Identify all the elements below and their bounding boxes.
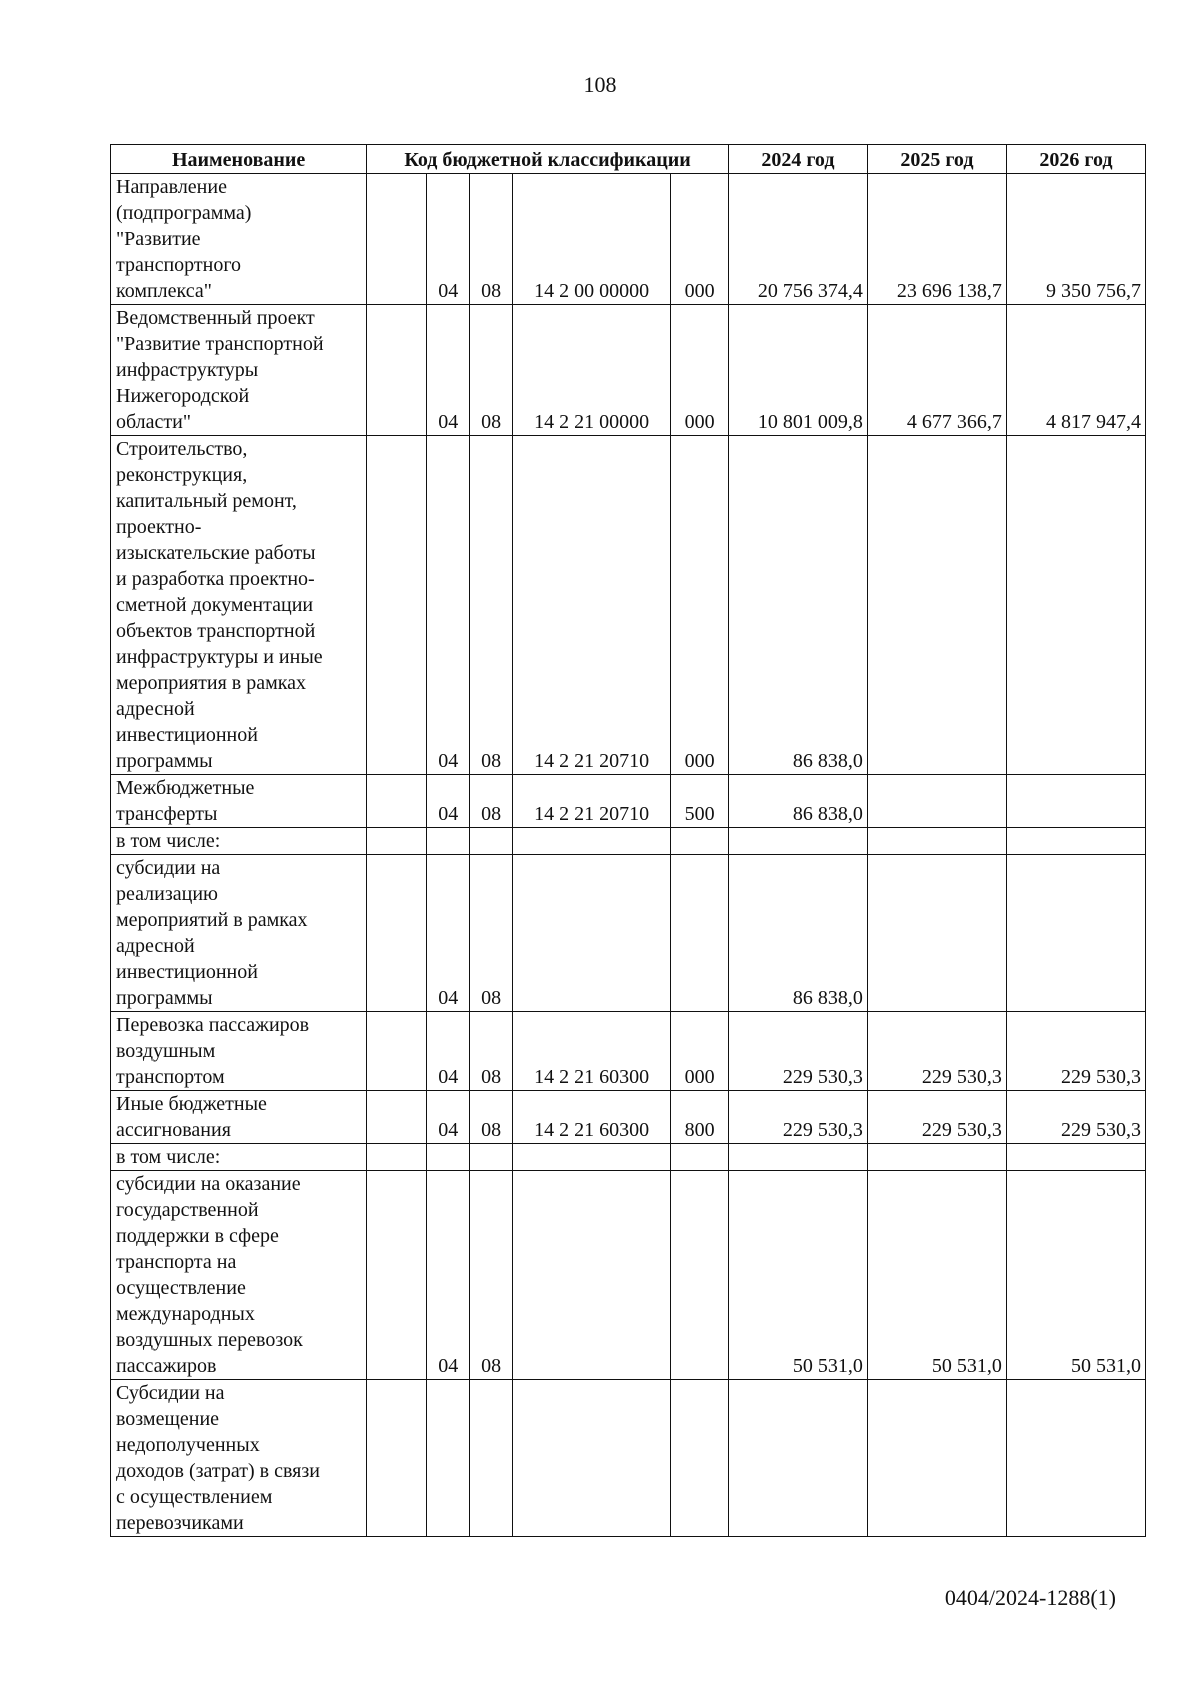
- cell-section: 04: [427, 305, 470, 436]
- cell-amount-2026: 229 530,3: [1006, 1012, 1145, 1091]
- cell-amount-2025: [867, 436, 1006, 775]
- cell-name: Иные бюджетные ассигнования: [111, 1091, 367, 1144]
- cell-amount-2025: 23 696 138,7: [867, 174, 1006, 305]
- cell-subsection: 08: [470, 1171, 512, 1380]
- cell-amount-2026: 229 530,3: [1006, 1091, 1145, 1144]
- cell-target-article: [512, 1171, 671, 1380]
- cell-amount-2025: [867, 775, 1006, 828]
- cell-section: 04: [427, 1012, 470, 1091]
- cell-expense-type: [671, 855, 729, 1012]
- cell-amount-2026: 50 531,0: [1006, 1171, 1145, 1380]
- cell-subsection: 08: [470, 1091, 512, 1144]
- table-row: [111, 1380, 1146, 1537]
- cell-expense-type: 000: [671, 305, 729, 436]
- cell-name: субсидии на реализацию мероприятий в рамках адресной инвестиционной программы: [111, 855, 367, 1012]
- cell-code-part: [367, 855, 427, 1012]
- cell-subsection: [470, 828, 512, 855]
- cell-subsection: [470, 1380, 512, 1537]
- table-row: [111, 1171, 1146, 1380]
- footer-document-code: 0404/2024-1288(1): [944, 1585, 1116, 1610]
- cell-amount-2024: 50 531,0: [728, 1171, 867, 1380]
- cell-amount-2025: 229 530,3: [867, 1012, 1006, 1091]
- cell-code-part: [367, 1012, 427, 1091]
- cell-section: [427, 1380, 470, 1537]
- cell-code-part: [367, 1171, 427, 1380]
- cell-amount-2024: [728, 1144, 867, 1171]
- cell-target-article: 14 2 21 20710: [512, 775, 671, 828]
- cell-code-part: [367, 775, 427, 828]
- cell-code-part: [367, 305, 427, 436]
- cell-expense-type: [671, 1171, 729, 1380]
- cell-target-article: 14 2 21 60300: [512, 1091, 671, 1144]
- cell-amount-2026: [1006, 775, 1145, 828]
- cell-target-article: 14 2 21 60300: [512, 1012, 671, 1091]
- table-row: [111, 1091, 1146, 1144]
- cell-amount-2025: [867, 855, 1006, 1012]
- cell-target-article: [512, 828, 671, 855]
- cell-name: Перевозка пассажиров воздушным транспортом: [111, 1012, 367, 1091]
- cell-amount-2025: 229 530,3: [867, 1091, 1006, 1144]
- cell-amount-2024: [728, 828, 867, 855]
- cell-target-article: [512, 1144, 671, 1171]
- cell-target-article: 14 2 00 00000: [512, 174, 671, 305]
- cell-expense-type: [671, 1144, 729, 1171]
- cell-amount-2026: 9 350 756,7: [1006, 174, 1145, 305]
- cell-amount-2024: 86 838,0: [728, 775, 867, 828]
- cell-amount-2024: 86 838,0: [728, 436, 867, 775]
- cell-name: Направление (подпрограмма) "Развитие транспортного комплекса": [111, 174, 367, 305]
- cell-amount-2026: [1006, 1144, 1145, 1171]
- cell-amount-2024: 20 756 374,4: [728, 174, 867, 305]
- header-2026: 2026 год: [1006, 145, 1145, 174]
- cell-expense-type: 000: [671, 174, 729, 305]
- cell-section: 04: [427, 1171, 470, 1380]
- cell-target-article: 14 2 21 20710: [512, 436, 671, 775]
- cell-amount-2024: 229 530,3: [728, 1091, 867, 1144]
- cell-section: 04: [427, 1091, 470, 1144]
- cell-amount-2025: [867, 828, 1006, 855]
- cell-name: Субсидии на возмещение недополученных доходов (затрат) в связи с осуществлением перевозчиками: [111, 1380, 367, 1537]
- cell-amount-2025: 4 677 366,7: [867, 305, 1006, 436]
- cell-name: субсидии на оказание государственной поддержки в сфере транспорта на осуществление международных воздушных перевозок пассажиров: [111, 1171, 367, 1380]
- cell-amount-2024: [728, 1380, 867, 1537]
- header-name: Наименование: [111, 145, 367, 174]
- cell-subsection: 08: [470, 855, 512, 1012]
- cell-section: 04: [427, 775, 470, 828]
- cell-subsection: 08: [470, 1012, 512, 1091]
- cell-code-part: [367, 828, 427, 855]
- header-code: Код бюджетной классификации: [367, 145, 729, 174]
- table-row: [111, 775, 1146, 828]
- table-row: [111, 436, 1146, 775]
- table-row: [111, 828, 1146, 855]
- header-2025: 2025 год: [867, 145, 1006, 174]
- cell-section: 04: [427, 174, 470, 305]
- table-row: [111, 305, 1146, 436]
- page-number: 108: [583, 72, 617, 97]
- cell-target-article: 14 2 21 00000: [512, 305, 671, 436]
- budget-table: [110, 144, 1146, 1537]
- table-row: [111, 1144, 1146, 1171]
- table-row: [111, 855, 1146, 1012]
- cell-expense-type: 000: [671, 1012, 729, 1091]
- cell-code-part: [367, 436, 427, 775]
- cell-amount-2024: 229 530,3: [728, 1012, 867, 1091]
- table-header-row: [111, 145, 1146, 174]
- cell-subsection: 08: [470, 174, 512, 305]
- cell-section: [427, 1144, 470, 1171]
- cell-target-article: [512, 1380, 671, 1537]
- cell-target-article: [512, 855, 671, 1012]
- table-row: [111, 174, 1146, 305]
- cell-subsection: [470, 1144, 512, 1171]
- cell-amount-2025: 50 531,0: [867, 1171, 1006, 1380]
- table-row: [111, 1012, 1146, 1091]
- cell-amount-2024: 10 801 009,8: [728, 305, 867, 436]
- cell-expense-type: [671, 828, 729, 855]
- cell-code-part: [367, 1091, 427, 1144]
- cell-amount-2026: [1006, 436, 1145, 775]
- cell-code-part: [367, 1144, 427, 1171]
- header-2024: 2024 год: [728, 145, 867, 174]
- cell-section: [427, 828, 470, 855]
- cell-amount-2026: [1006, 1380, 1145, 1537]
- cell-amount-2026: 4 817 947,4: [1006, 305, 1145, 436]
- cell-name: Ведомственный проект "Развитие транспортной инфраструктуры Нижегородской области": [111, 305, 367, 436]
- cell-section: 04: [427, 855, 470, 1012]
- cell-name: Строительство, реконструкция, капитальный ремонт, проектно- изыскательские работы и разработка проектно- сметной документации объектов транспортной инфраструктуры и иные мероприятия в рамках адресной инвестиционной программы: [111, 436, 367, 775]
- cell-section: 04: [427, 436, 470, 775]
- cell-name: в том числе:: [111, 1144, 367, 1171]
- cell-amount-2025: [867, 1144, 1006, 1171]
- cell-code-part: [367, 1380, 427, 1537]
- cell-subsection: 08: [470, 436, 512, 775]
- cell-amount-2026: [1006, 855, 1145, 1012]
- cell-amount-2024: 86 838,0: [728, 855, 867, 1012]
- cell-expense-type: 500: [671, 775, 729, 828]
- cell-amount-2026: [1006, 828, 1145, 855]
- cell-expense-type: 800: [671, 1091, 729, 1144]
- cell-subsection: 08: [470, 305, 512, 436]
- cell-amount-2025: [867, 1380, 1006, 1537]
- cell-name: Межбюджетные трансферты: [111, 775, 367, 828]
- cell-code-part: [367, 174, 427, 305]
- table-body: [111, 174, 1146, 1537]
- cell-name: в том числе:: [111, 828, 367, 855]
- cell-subsection: 08: [470, 775, 512, 828]
- cell-expense-type: [671, 1380, 729, 1537]
- cell-expense-type: 000: [671, 436, 729, 775]
